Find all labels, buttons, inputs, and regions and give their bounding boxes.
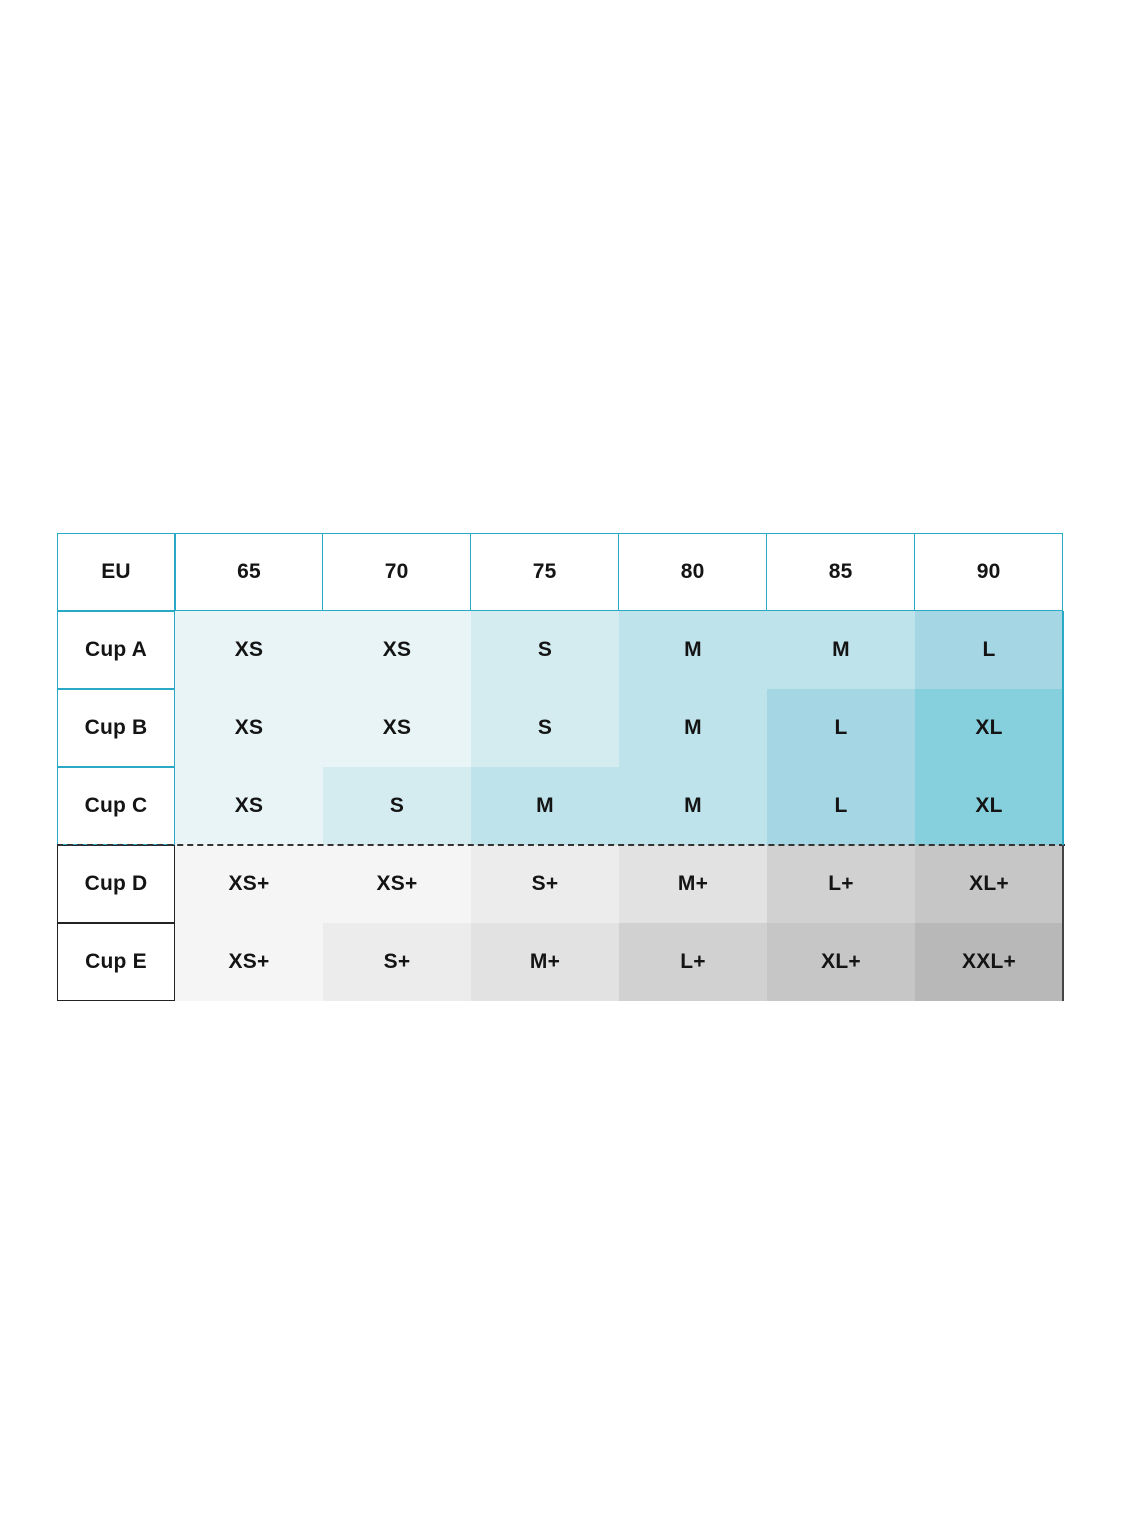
size-cell: M [619,689,767,767]
header-band: 65 [175,533,323,611]
size-cell: M [767,611,915,689]
size-cell: M+ [471,923,619,1001]
size-cell: XS [175,767,323,845]
header-band: 80 [618,533,767,611]
size-cell: M+ [619,845,767,923]
size-cell: L+ [619,923,767,1001]
cup-label: Cup D [57,845,175,923]
cup-label: Cup A [57,611,175,689]
size-cell: XXL+ [915,923,1063,1001]
size-cell: L [767,689,915,767]
size-cell: XL+ [767,923,915,1001]
size-cell: S [471,689,619,767]
size-cell: S+ [323,923,471,1001]
size-cell: XL+ [915,845,1063,923]
cup-label: Cup E [57,923,175,1001]
size-cell: XS+ [175,923,323,1001]
header-band: 85 [766,533,915,611]
size-cell: L+ [767,845,915,923]
size-cell: XL [915,767,1063,845]
size-cell: XS [323,689,471,767]
size-cell: XS+ [323,845,471,923]
header-band: 90 [914,533,1063,611]
size-cell: XS [175,689,323,767]
header-band: 75 [470,533,619,611]
header-band: 70 [322,533,471,611]
right-border-blue [1062,611,1064,845]
size-cell: L [915,611,1063,689]
size-cell: XS [175,611,323,689]
size-cell: XL [915,689,1063,767]
size-cell: S+ [471,845,619,923]
size-cell: M [619,611,767,689]
size-cell: XS [323,611,471,689]
section-divider [57,844,1065,846]
header-corner: EU [57,533,175,611]
size-cell: S [471,611,619,689]
size-chart [57,533,1065,1002]
right-border-black [1062,845,1064,1001]
size-cell: M [619,767,767,845]
size-cell: L [767,767,915,845]
size-cell: S [323,767,471,845]
size-cell: XS+ [175,845,323,923]
cup-label: Cup B [57,689,175,767]
cup-label: Cup C [57,767,175,845]
size-cell: M [471,767,619,845]
